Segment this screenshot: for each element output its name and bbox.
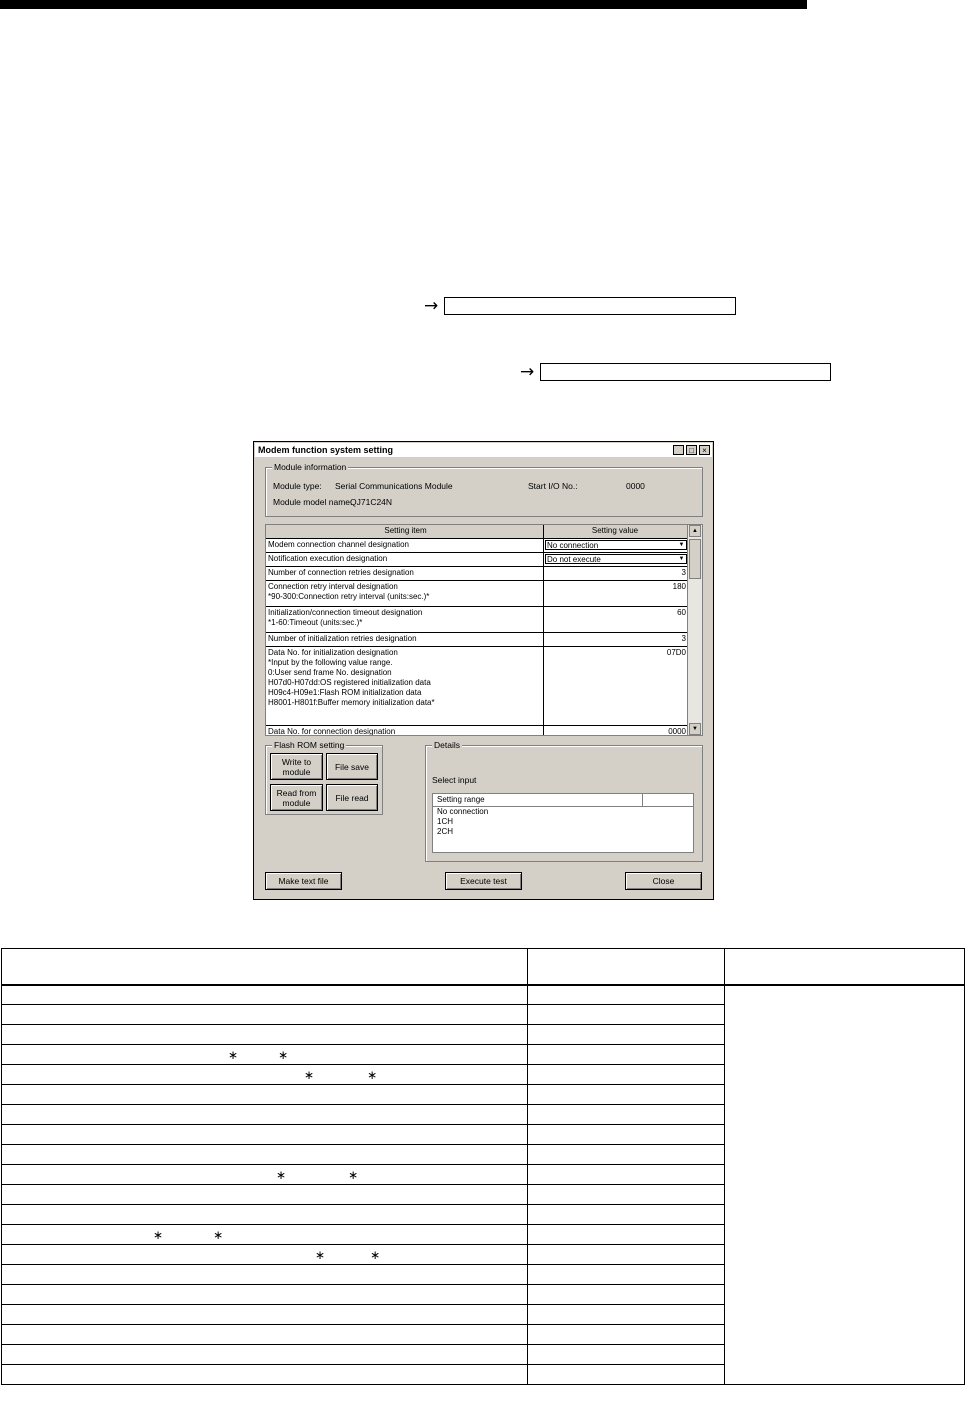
start-io-value: 0000 — [626, 481, 645, 491]
grid-value-cell[interactable]: 07D0 — [543, 647, 688, 725]
combo-value: No connection — [547, 541, 599, 550]
read-from-module-button[interactable]: Read from module — [270, 784, 323, 811]
table-header-row — [2, 949, 965, 985]
grid-row[interactable] — [266, 633, 688, 647]
start-io-label: Start I/O No.: — [528, 481, 578, 491]
asterisk-mark: ∗ — [315, 1247, 326, 1262]
list-item: No connection — [437, 807, 489, 816]
setting-range-list — [432, 793, 694, 853]
grid-header-row — [266, 525, 688, 539]
model-name-label: Module model name: — [273, 497, 353, 507]
table-row — [2, 985, 965, 1005]
asterisk-mark: ∗ — [153, 1227, 164, 1242]
grid-item-label: Modem connection channel designation — [268, 540, 409, 549]
table-merged-cell — [725, 985, 965, 1385]
asterisk-mark: ∗ — [370, 1247, 381, 1262]
grid-item-label: Number of initialization retries designation — [268, 634, 417, 643]
chevron-down-icon[interactable]: ▼ — [678, 556, 685, 562]
flash-rom-label: Flash ROM setting — [274, 740, 345, 750]
grid-value-cell[interactable]: 60 — [543, 607, 688, 632]
grid-item-label: Number of connection retries designation — [268, 568, 414, 577]
grid-value-cell[interactable]: 3 — [543, 567, 688, 580]
asterisk-mark: ∗ — [278, 1047, 289, 1062]
scroll-down-icon[interactable]: ▼ — [689, 723, 701, 735]
grid-row[interactable] — [266, 647, 688, 726]
menu-path-row-2 — [520, 361, 831, 383]
settings-table — [1, 948, 965, 1385]
execute-test-button[interactable]: Execute test — [445, 872, 522, 890]
module-type-label: Module type: — [273, 481, 322, 491]
grid-value-cell[interactable]: 0000 — [543, 726, 688, 736]
asterisk-mark: ∗ — [367, 1067, 378, 1082]
scroll-up-icon[interactable]: ▲ — [689, 525, 701, 537]
setting-range-header — [433, 794, 693, 807]
grid-item-label: Data No. for connection designation — [268, 727, 396, 736]
grid-value-cell[interactable]: 3 — [543, 633, 688, 646]
select-input-label: Select input — [432, 775, 477, 785]
asterisk-mark: ∗ — [304, 1067, 315, 1082]
menu-path-box-1 — [444, 297, 736, 315]
asterisk-mark: ∗ — [213, 1227, 224, 1242]
details-group — [425, 740, 703, 862]
make-text-file-button[interactable]: Make text file — [265, 872, 342, 890]
asterisk-mark: ∗ — [348, 1167, 359, 1182]
file-save-button[interactable]: File save — [326, 753, 378, 780]
setting-range-header-label: Setting range — [437, 795, 485, 804]
grid-value-cell[interactable]: 180 — [543, 581, 688, 606]
close-icon[interactable]: × — [699, 445, 710, 455]
arrow-icon: → — [520, 362, 535, 382]
dialog-titlebar — [255, 443, 712, 457]
module-information-label: Module information — [274, 462, 347, 472]
grid-row[interactable] — [266, 726, 688, 736]
flash-rom-group — [265, 740, 383, 815]
close-button[interactable]: Close — [625, 872, 702, 890]
write-to-module-button[interactable]: Write to module — [270, 753, 323, 780]
list-item: 1CH — [437, 817, 454, 826]
minimize-icon[interactable]: _ — [673, 445, 684, 455]
chevron-down-icon[interactable]: ▼ — [678, 542, 685, 548]
details-label: Details — [434, 740, 460, 750]
asterisk-mark: ∗ — [276, 1167, 287, 1182]
arrow-icon: → — [424, 296, 439, 316]
scroll-thumb[interactable] — [689, 539, 701, 579]
header-rule — [0, 0, 807, 9]
grid-row[interactable] — [266, 567, 688, 581]
maximize-icon[interactable]: □ — [686, 445, 697, 455]
grid-row[interactable] — [266, 539, 688, 553]
model-name-value: QJ71C24N — [350, 497, 393, 507]
module-information-group — [265, 462, 703, 517]
grid-row[interactable] — [266, 581, 688, 607]
combo-value: Do not execute — [547, 555, 601, 564]
modem-function-dialog — [253, 441, 714, 900]
notification-select[interactable] — [545, 554, 687, 564]
settings-grid — [265, 524, 703, 736]
menu-path-box-2 — [540, 363, 831, 381]
modem-channel-select[interactable] — [545, 540, 687, 550]
col-setting-item: Setting item — [384, 526, 427, 535]
grid-item-label: Initialization/connection timeout designation *1-60:Timeout (units:sec.)* — [268, 608, 423, 627]
asterisk-mark: ∗ — [228, 1047, 239, 1062]
grid-item-label: Connection retry interval designation *90-300:Connection retry interval (units:sec.)* — [268, 582, 430, 601]
module-type-value: Serial Communications Module — [335, 481, 453, 491]
file-read-button[interactable]: File read — [326, 784, 378, 811]
grid-row[interactable] — [266, 553, 688, 567]
grid-item-label: Notification execution designation — [268, 554, 388, 563]
menu-path-row-1 — [424, 295, 736, 317]
list-item: 2CH — [437, 827, 454, 836]
col-setting-value: Setting value — [543, 525, 688, 538]
dialog-title: Modem function system setting — [258, 445, 394, 455]
grid-item-label: Data No. for initialization designation *Input by the following value range. 0:User send frame No. designation H07d0-H07dd:OS registered initialization data H09c4-H09e1:Flash ROM initialization data H8001-H801f:Buffer memory initialization data* — [268, 648, 435, 707]
grid-row[interactable] — [266, 607, 688, 633]
grid-scrollbar[interactable] — [687, 525, 702, 735]
